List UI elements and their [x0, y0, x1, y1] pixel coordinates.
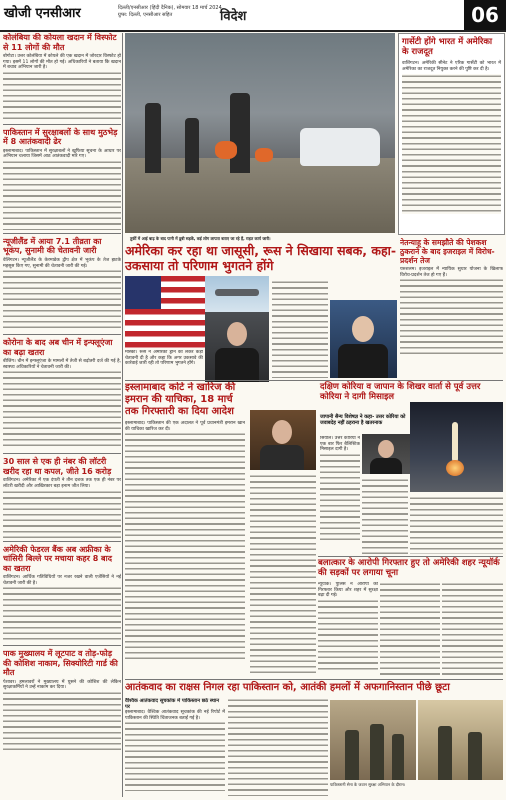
story-body: पेशावर। हमलावरों ने मुख्यालय में घुसने की कोशिश की लेकिन सुरक्षाकर्मियों ने उन्हें नाकाम कर दिया।	[3, 679, 121, 691]
missile-shape	[452, 422, 458, 462]
story-colombia	[3, 33, 121, 125]
soldiers-photo-2	[418, 700, 503, 780]
us-flag-photo	[125, 276, 205, 348]
person-figure	[230, 93, 250, 173]
bottom-headline: आतंकवाद का राक्षस निगल रहा पाकिस्तान को, आतंकी हमलों में अफगानिस्तान पीछे छूटा	[125, 682, 450, 693]
flag-canton	[125, 276, 161, 309]
imran-story-text	[250, 474, 316, 674]
story-headline: पाकिस्तान में सुरक्षाबलों के साथ मुठभेड़ में 8 आतंकवादी ढेर	[3, 127, 118, 147]
story-headline: 30 साल से एक ही नंबर की लॉटरी खरीद रहा था कपल, जीते 16 करोड़	[3, 457, 112, 476]
nyc-headline: बलात्कार के आरोपी गिरफ्तार हुए तो अमेरिकी शहर न्यूयॉर्क की सड़कों पर लगाया चूना	[318, 558, 500, 578]
biden-photo	[330, 300, 397, 378]
dateline-text: दिल्ली/एनसीआर (हिंदी दैनिक), सोमवार 18 मार्च 2024	[118, 5, 222, 11]
imran-photo	[250, 410, 316, 470]
face	[378, 440, 394, 458]
flood-water	[125, 158, 395, 233]
story-federal-bank	[3, 545, 121, 647]
bottom-subhead: वैश्विक आतंकवाद सूचकांक में पाकिस्तान छठे स्थान पर	[125, 698, 219, 710]
text-lines	[402, 74, 501, 214]
story-body: सियोल। उत्तर कोरिया ने एक बार फिर बैलिस्टिक मिसाइल दागी है।	[320, 436, 360, 453]
horizontal-rule	[318, 556, 503, 557]
soldiers-photo	[330, 700, 416, 780]
text-lines	[272, 280, 328, 378]
text-lines	[320, 453, 360, 543]
bottom-text-2	[228, 698, 328, 796]
submerged-car	[300, 128, 380, 166]
text-lines	[3, 586, 121, 642]
nyc-text-1	[318, 582, 378, 678]
story-headline: न्यूजीलैंड में आया 7.1 तीव्रता का भूकंप, सुनामी की चेतावनी जारी	[3, 236, 102, 256]
left-column	[3, 33, 121, 797]
story-headline: अमेरिकी फेडरल बैंक अब अफ्रीका के चांसिरी बिल्ले पर मचाया कहर 8 बाद का खतरा	[3, 544, 112, 573]
putin-photo	[205, 312, 269, 382]
soldier-figure	[468, 732, 482, 780]
text-lines	[125, 432, 245, 662]
story-headline: गार्सेटी होंगे भारत में अमेरिका के राजदूत	[402, 37, 493, 57]
soldier-figure	[345, 730, 359, 780]
story-body: मॉस्को। रूस ने अमेरिकी ड्रोन को लेकर कड़ी चेतावनी दी है और कहा कि अगर उकसावे की कार्रवाई जारी रही तो परिणाम भुगतने होंगे।	[125, 350, 203, 367]
story-pakistan-encounter	[3, 128, 121, 234]
nyc-text-3	[442, 582, 503, 678]
tv-screen-photo	[362, 434, 410, 474]
text-lines	[318, 599, 378, 673]
story-body: वाशिंगटन। अमेरिकी सीनेट ने एरिक गार्सेटी को भारत में अमेरिका का राजदूत नियुक्त करने की पुष्टि कर दी है।	[402, 61, 501, 72]
main-story-text-1	[125, 350, 203, 378]
story-body: न्यूयॉर्क। पुलिस ने आरोपी को गिरफ्तार किया और शहर में सुरक्षा बढ़ा दी गई।	[318, 582, 378, 599]
south-korea-text-1	[320, 436, 360, 554]
dateline-text-2: ग्रुप्स: दिल्ली, एनसीआर सहित	[118, 12, 173, 18]
soldier-figure	[392, 734, 404, 780]
orange-buoy	[255, 148, 273, 162]
text-lines	[410, 496, 503, 554]
drone-photo	[205, 276, 269, 312]
face	[227, 322, 247, 346]
text-lines	[3, 71, 121, 121]
story-headline: पाक मुख्यालय में लूटपाट व तोड़-फोड़ की कोशिश नाकाम, सिक्योरिटी गार्ड की मौत	[3, 649, 118, 678]
text-lines	[442, 582, 503, 678]
text-lines	[3, 269, 121, 331]
suit	[215, 348, 259, 382]
text-lines	[3, 160, 121, 230]
main-story-text-2	[272, 280, 328, 378]
orange-buoy	[215, 141, 237, 159]
south-korea-subhead: जापानी सैन्य विशेषज्ञ ने कहा- उत्तर कोरिया को जवाबदेह नहीं ठहराना है खतरनाक	[320, 414, 406, 426]
story-body: वाशिंगटन। आर्थिक गतिविधियों पर नजर रखने वाली एजेंसियों ने नई चेतावनी जारी की है।	[3, 575, 121, 586]
story-body: इस्लामाबाद। पाकिस्तान में सुरक्षाबलों ने खुफिया सूचना के आधार पर अभियान चलाया जिसमें आठ आतंकवादी मारे गए।	[3, 148, 121, 160]
text-lines	[3, 370, 121, 450]
story-newzealand	[3, 237, 121, 335]
story-headline: कोरोना के बाद अब चीन में इन्फ्लूएंजा का बढ़ा खतरा	[3, 338, 113, 357]
story-china-flu	[3, 338, 121, 454]
flood-caption-line: तुर्की में आई बाढ़ के बाद पानी में डूबी सड़कें, कई लोग लापता बताए जा रहे हैं, राहत कार्य जारी।	[130, 236, 271, 241]
garcetti-story	[398, 33, 505, 235]
story-body: वेलिंगटन। न्यूजीलैंड के केरमाडेक द्वीप क्षेत्र में भूकंप के तेज झटके महसूस किए गए, सुनामी की चेतावनी जारी की गई।	[3, 257, 121, 269]
drone-shape	[215, 289, 259, 296]
missile-flame	[446, 460, 464, 476]
masthead	[0, 0, 506, 32]
text-lines	[250, 474, 316, 674]
column-rule	[122, 33, 123, 797]
south-korea-text-2	[362, 478, 408, 554]
section-title: विदेश	[220, 9, 247, 24]
story-body: बीजिंग। चीन में इन्फ्लूएंजा के मामलों में तेजी से बढ़ोतरी दर्ज की गई है, स्वास्थ्य अधिकारियों ने चेतावनी जारी की।	[3, 359, 121, 370]
flood-photo	[125, 33, 395, 233]
story-headline: इस्लामाबाद कोर्ट ने खारिज की इमरान की याचिका, 18 मार्च तक गिरफ्तारी का दिया आदेश	[125, 382, 236, 417]
story-lottery	[3, 457, 121, 541]
netanyahu-story	[400, 238, 503, 378]
bottom-text-1	[125, 698, 225, 796]
person-figure	[185, 118, 199, 173]
suit	[370, 458, 402, 474]
soldier-figure	[370, 724, 384, 780]
horizontal-rule	[125, 380, 503, 381]
text-lines	[400, 278, 503, 358]
main-headline: अमेरिका कर रहा था जासूसी, रूस ने सिखाया सबक, कहा- उकसाया तो परिणाम भुगतने होंगे	[125, 243, 397, 273]
story-body: बोगोटा। उत्तर कोलंबिया में कोयले की एक खदान में जोरदार विस्फोट हो गया। इसमें 11 लोगों की मौत हो गई। अधिकारियों ने बताया कि खदान में बचाव अभियान जारी है।	[3, 54, 121, 71]
page-number: 06	[464, 0, 506, 30]
south-korea-text-3	[410, 496, 503, 554]
story-body: इस्लामाबाद। वैश्विक आतंकवाद सूचकांक की नई रिपोर्ट में पाकिस्तान की स्थिति चिंताजनक बताई गई है।	[125, 710, 225, 721]
text-lines	[362, 478, 408, 554]
story-headline: नेतन्याहू के समझौते की पेशकश ठुकराने के बाद इजराइल में विरोध-प्रदर्शन तेज	[400, 238, 495, 265]
newspaper-logo: खोजी एनसीआर	[4, 6, 81, 21]
face	[272, 420, 292, 444]
face	[352, 316, 374, 342]
person-figure	[145, 103, 161, 173]
suit	[338, 344, 388, 378]
story-body: वाशिंगटन। अमेरिका में एक दंपती ने तीन दशक तक एक ही नंबर पर लॉटरी खरीदी और आखिरकार बड़ा इनाम जीत लिया।	[3, 478, 121, 489]
bottom-photo-caption: पाकिस्तानी सेना के जवान सुरक्षा अभियान के दौरान।	[330, 782, 406, 787]
text-lines	[228, 698, 328, 796]
horizontal-rule	[125, 679, 503, 680]
story-body: यरुशलम। इजराइल में न्यायिक सुधार योजना के खिलाफ विरोध-प्रदर्शन तेज हो गए हैं।	[400, 267, 503, 278]
story-body: इस्लामाबाद। पाकिस्तान की एक अदालत ने पूर्व प्रधानमंत्री इमरान खान की याचिका खारिज कर दी।	[125, 421, 245, 432]
missile-photo	[410, 402, 503, 492]
south-korea-headline: दक्षिण कोरिया व जापान के शिखर वार्ता से पूर्व उत्तर कोरिया ने दागी मिसाइल	[320, 382, 481, 402]
nyc-text-2	[380, 582, 440, 678]
story-headline: कोलंबिया की कोयला खदान में विस्फोट से 11 लोगों की मौत	[3, 33, 117, 52]
text-lines	[125, 721, 225, 791]
soldier-figure	[438, 726, 452, 780]
story-pak-hq	[3, 649, 121, 754]
text-lines	[3, 691, 121, 751]
text-lines	[380, 582, 440, 678]
text-lines	[3, 490, 121, 538]
suit	[260, 445, 304, 470]
dateline	[118, 5, 222, 19]
